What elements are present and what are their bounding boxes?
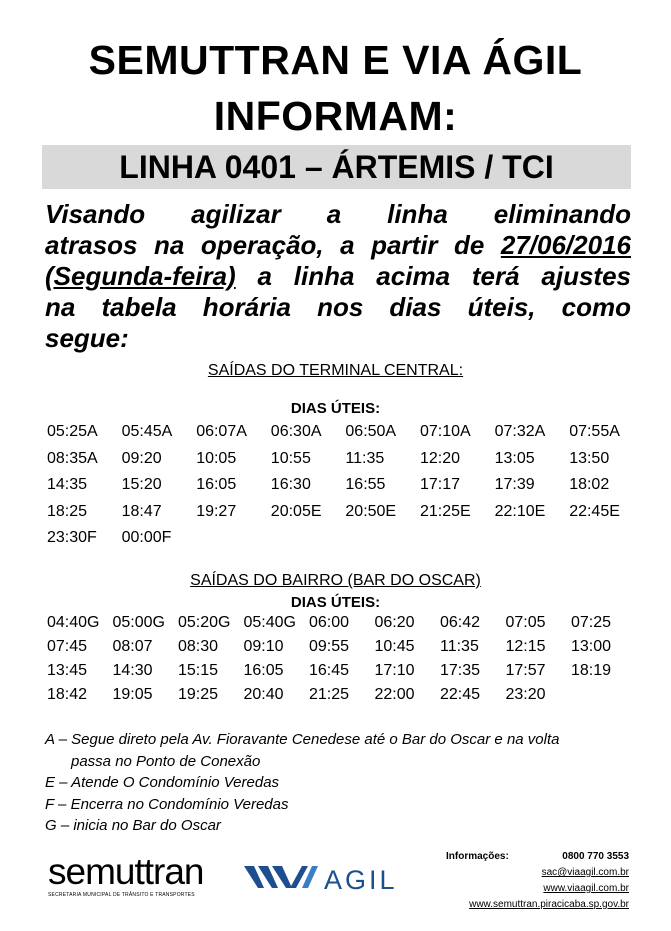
departure-time: 11:35 <box>440 638 479 655</box>
semuttran-logo <box>46 852 212 904</box>
departure-time: 10:05 <box>196 449 237 467</box>
note-a-continued: passa no Ponto de Conexão <box>71 752 261 770</box>
departure-time: 16:05 <box>196 476 237 493</box>
line-banner: LINHA 0401 – ÁRTEMIS / TCI <box>42 145 631 189</box>
departure-time: 08:35A <box>47 449 98 467</box>
departure-time: 12:15 <box>505 638 546 655</box>
departure-time: 06:30A <box>270 423 322 440</box>
departure-time: 10:55 <box>270 449 311 467</box>
intro-line-1: Visando agilizar a linha eliminando <box>45 199 631 229</box>
departure-time: 15:20 <box>121 476 162 493</box>
departure-time: 14:35 <box>47 476 88 493</box>
footnotes <box>45 729 645 837</box>
departure-time: 05:45A <box>121 423 173 440</box>
bairro-days-label: DIAS ÚTEIS: <box>290 594 381 611</box>
departure-time: 09:55 <box>309 638 350 655</box>
departure-time: 23:30F <box>47 529 97 546</box>
departure-time: 17:57 <box>505 662 546 679</box>
departure-time: 18:19 <box>571 662 612 679</box>
departure-time: 13:05 <box>494 449 535 467</box>
departure-time: 18:25 <box>47 502 88 520</box>
departure-time: 05:00G <box>112 614 165 631</box>
departure-time: 06:20 <box>374 614 415 631</box>
departure-time: 13:00 <box>571 638 612 655</box>
contact-info <box>420 849 631 913</box>
departure-time: 08:30 <box>178 638 219 655</box>
departure-time: 10:45 <box>374 638 415 655</box>
departure-time: 13:45 <box>47 662 88 679</box>
departure-time: 22:10E <box>494 502 546 520</box>
note-f: F – Encerra no Condomínio Veredas <box>45 795 289 813</box>
via-agil-logo <box>244 862 404 896</box>
departure-time: 14:30 <box>112 662 153 679</box>
departure-time: 22:45 <box>440 686 481 703</box>
departure-time: 21:25E <box>420 502 471 520</box>
departure-time: 05:40G <box>243 614 296 631</box>
departure-time: 16:55 <box>345 476 386 493</box>
departure-time: 22:45E <box>569 502 620 520</box>
departure-time: 17:39 <box>494 476 535 493</box>
departure-time: 16:45 <box>309 662 350 679</box>
intro-line-5: segue: <box>45 323 129 353</box>
departure-time: 20:40 <box>243 686 284 703</box>
headline-line-1: SEMUTTRAN E VIA ÁGIL <box>88 37 583 83</box>
departure-time: 17:10 <box>374 662 415 679</box>
departure-time: 18:02 <box>569 476 610 493</box>
departure-time: 16:05 <box>243 662 284 679</box>
bairro-section-title: SAÍDAS DO BAIRRO (BAR DO OSCAR) <box>190 572 481 589</box>
note-e: E – Atende O Condomínio Veredas <box>45 774 280 791</box>
intro-paragraph <box>45 199 631 354</box>
departure-time: 19:27 <box>196 502 237 520</box>
departure-time: 18:47 <box>121 502 162 520</box>
via-agil-word: AGIL <box>324 865 398 895</box>
semuttran-site-link[interactable]: www.semuttran.piracicaba.sp.gov.br <box>469 899 629 910</box>
departure-time: 07:25 <box>571 614 612 631</box>
note-a: A – Segue direto pela Av. Fioravante Cenedese até o Bar do Oscar e na volta <box>45 731 560 748</box>
departure-time: 16:30 <box>270 476 311 493</box>
central-days-label: DIAS ÚTEIS: <box>290 400 381 417</box>
departure-time: 07:45 <box>47 638 88 655</box>
departure-time: 06:42 <box>440 614 481 631</box>
effective-weekday: (Segunda-feira) <box>45 261 236 291</box>
departure-time: 13:50 <box>569 449 610 467</box>
departure-time: 00:00F <box>121 529 172 546</box>
intro-text: atrasos na operação, a partir de <box>45 230 501 260</box>
departure-time: 05:25A <box>47 423 98 440</box>
intro-line-4: na tabela horária nos dias úteis, como <box>45 292 631 322</box>
departure-time: 09:10 <box>243 638 284 655</box>
semuttran-logo-text: semuttran <box>48 851 204 892</box>
intro-line-3 <box>45 261 631 292</box>
contact-phone: 0800 770 3553 <box>562 851 629 862</box>
departure-time: 19:05 <box>112 686 153 703</box>
departure-time: 06:07A <box>196 423 247 440</box>
departure-time: 07:10A <box>420 423 471 440</box>
email-link[interactable]: sac@viaagil.com.br <box>541 867 629 878</box>
effective-date: 27/06/2016 <box>500 230 631 260</box>
departure-time: 07:55A <box>569 423 620 440</box>
central-section-title: SAÍDAS DO TERMINAL CENTRAL: <box>207 362 464 379</box>
departure-time: 08:07 <box>112 638 153 655</box>
departure-time: 12:20 <box>420 449 461 467</box>
departure-time: 04:40G <box>47 614 100 631</box>
departure-time: 06:50A <box>345 423 397 440</box>
departure-time: 05:20G <box>178 614 231 631</box>
departure-time: 06:00 <box>309 614 350 631</box>
departure-time: 20:50E <box>345 502 397 520</box>
departure-time: 07:05 <box>505 614 546 631</box>
departure-time: 20:05E <box>270 502 322 520</box>
departure-time: 07:32A <box>494 423 546 440</box>
departure-time: 11:35 <box>345 449 385 467</box>
note-g: G – inicia no Bar do Oscar <box>45 817 221 834</box>
departure-time: 17:17 <box>420 476 461 493</box>
intro-text: a linha acima terá ajustes <box>235 261 631 291</box>
semuttran-logo-subtitle: SECRETARIA MUNICIPAL DE TRÂNSITO E TRANSPORTES <box>48 892 195 898</box>
intro-line-2 <box>45 230 631 261</box>
departure-time: 17:35 <box>440 662 481 679</box>
headline-line-2: INFORMAM: <box>213 93 458 139</box>
departure-time: 15:15 <box>178 662 219 679</box>
via-agil-site-link[interactable]: www.viaagil.com.br <box>543 883 629 894</box>
departure-time: 18:42 <box>47 686 88 703</box>
contact-label: Informações: <box>446 851 509 862</box>
departure-time: 21:25 <box>309 686 350 703</box>
departure-time: 19:25 <box>178 686 219 703</box>
departure-time: 22:00 <box>374 686 415 703</box>
departure-time: 09:20 <box>121 449 162 467</box>
contact-row <box>420 849 631 865</box>
departure-time: 23:20 <box>505 686 546 703</box>
